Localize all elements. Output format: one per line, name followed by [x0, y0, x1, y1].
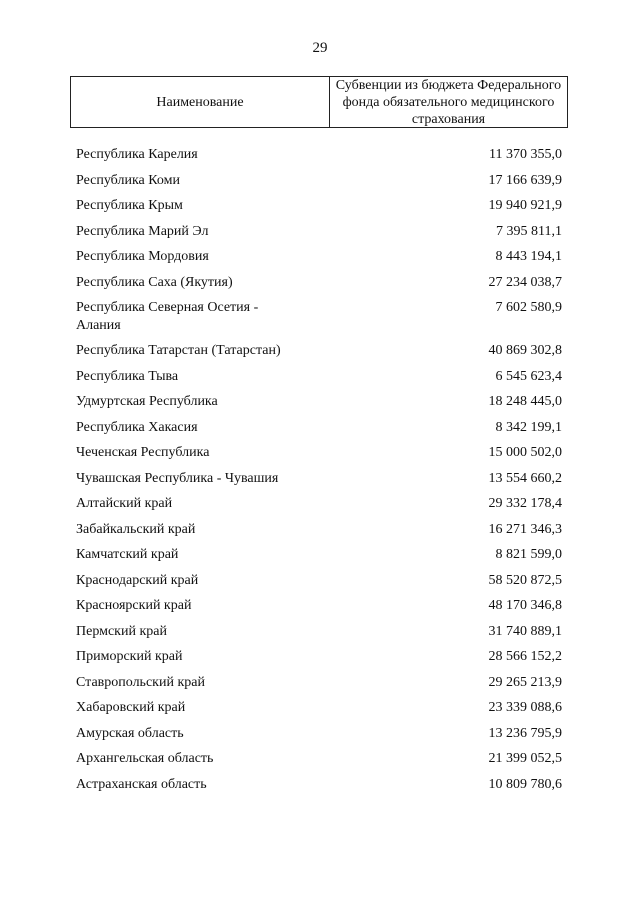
region-name: Хабаровский край: [76, 700, 186, 715]
region-name: Камчатский край: [76, 547, 179, 562]
subsidy-amount: 8 443 194,1: [495, 249, 562, 264]
table-row: [76, 419, 564, 437]
header-name-column: Наименование: [71, 77, 330, 127]
subsidy-amount: 7 395 811,1: [496, 223, 562, 239]
region-name: Краснодарский край: [76, 572, 199, 588]
subsidy-amount: 16 271 346,3: [488, 521, 562, 537]
table-body: [76, 146, 564, 801]
region-name: Приморский край: [76, 649, 183, 664]
region-name: Республика Северная Осетия - Алания: [76, 300, 259, 333]
subsidy-amount: 18 248 445,0: [488, 394, 562, 409]
table-row: [76, 172, 564, 190]
table-row: [76, 444, 564, 462]
region-name: Республика Крым: [76, 198, 183, 213]
subsidy-amount: 29 332 178,4: [488, 496, 562, 511]
table-row: [76, 342, 564, 360]
region-name: Республика Мордовия: [76, 249, 209, 264]
subsidy-amount: 48 170 346,8: [488, 598, 562, 613]
region-name: Республика Татарстан (Татарстан): [76, 343, 281, 358]
region-name: Пермский край: [76, 623, 167, 639]
table-row: [76, 648, 564, 666]
subsidy-amount: 40 869 302,8: [488, 343, 562, 358]
region-name: Чувашская Республика - Чувашия: [76, 470, 279, 486]
region-name: Алтайский край: [76, 496, 173, 511]
subsidy-amount: 11 370 355,0: [489, 147, 562, 162]
subsidy-amount: 13 236 795,9: [488, 725, 562, 741]
table-row: [76, 368, 564, 386]
region-name: Ставропольский край: [76, 674, 205, 690]
table-row: [76, 699, 564, 717]
table-row: [76, 572, 564, 590]
region-name: Архангельская область: [76, 751, 214, 766]
subsidy-amount: 31 740 889,1: [488, 623, 562, 639]
table-row: [76, 146, 564, 164]
table-row: [76, 470, 564, 488]
region-name: Республика Тыва: [76, 368, 179, 384]
region-name: Чеченская Республика: [76, 445, 210, 460]
table-row: [76, 597, 564, 615]
region-name: Республика Коми: [76, 172, 180, 188]
subsidy-amount: 23 339 088,6: [488, 700, 562, 715]
region-name: Забайкальский край: [76, 521, 196, 537]
page-number: 29: [312, 40, 328, 56]
header-value-column: Субвенции из бюджета Федерального фонда обязательного медицинского страхования: [335, 77, 562, 127]
table-row: [76, 274, 564, 292]
table-header: [70, 76, 568, 128]
table-row: [76, 299, 564, 334]
subsidy-amount: 17 166 639,9: [488, 172, 562, 188]
region-name: Амурская область: [76, 725, 184, 741]
subsidy-amount: 58 520 872,5: [488, 572, 562, 588]
table-row: [76, 674, 564, 692]
table-row: [76, 495, 564, 513]
region-name: Астраханская область: [76, 776, 207, 792]
table-row: [76, 546, 564, 564]
table-row: [76, 521, 564, 539]
subsidy-amount: 29 265 213,9: [488, 674, 562, 690]
table-row: [76, 223, 564, 241]
subsidy-amount: 7 602 580,9: [495, 300, 562, 315]
subsidy-amount: 15 000 502,0: [488, 445, 562, 460]
region-name: Республика Саха (Якутия): [76, 274, 233, 290]
table-row: [76, 725, 564, 743]
table-row: [76, 197, 564, 215]
region-name: Удмуртская Республика: [76, 394, 218, 409]
region-name: Республика Карелия: [76, 147, 198, 162]
subsidy-amount: 8 342 199,1: [495, 419, 562, 435]
subsidy-amount: 10 809 780,6: [488, 776, 562, 792]
subsidy-amount: 6 545 623,4: [495, 368, 562, 384]
table-row: [76, 393, 564, 411]
subsidy-amount: 19 940 921,9: [488, 198, 562, 213]
subsidy-amount: 21 399 052,5: [488, 751, 562, 766]
subsidy-amount: 13 554 660,2: [488, 470, 562, 486]
table-row: [76, 248, 564, 266]
table-row: [76, 776, 564, 794]
table-row: [76, 750, 564, 768]
subsidy-amount: 28 566 152,2: [488, 649, 562, 664]
region-name: Республика Хакасия: [76, 419, 198, 435]
region-name: Красноярский край: [76, 598, 192, 613]
subsidy-amount: 8 821 599,0: [495, 547, 562, 562]
subsidy-amount: 27 234 038,7: [488, 274, 562, 290]
table-row: [76, 623, 564, 641]
region-name: Республика Марий Эл: [76, 223, 209, 239]
